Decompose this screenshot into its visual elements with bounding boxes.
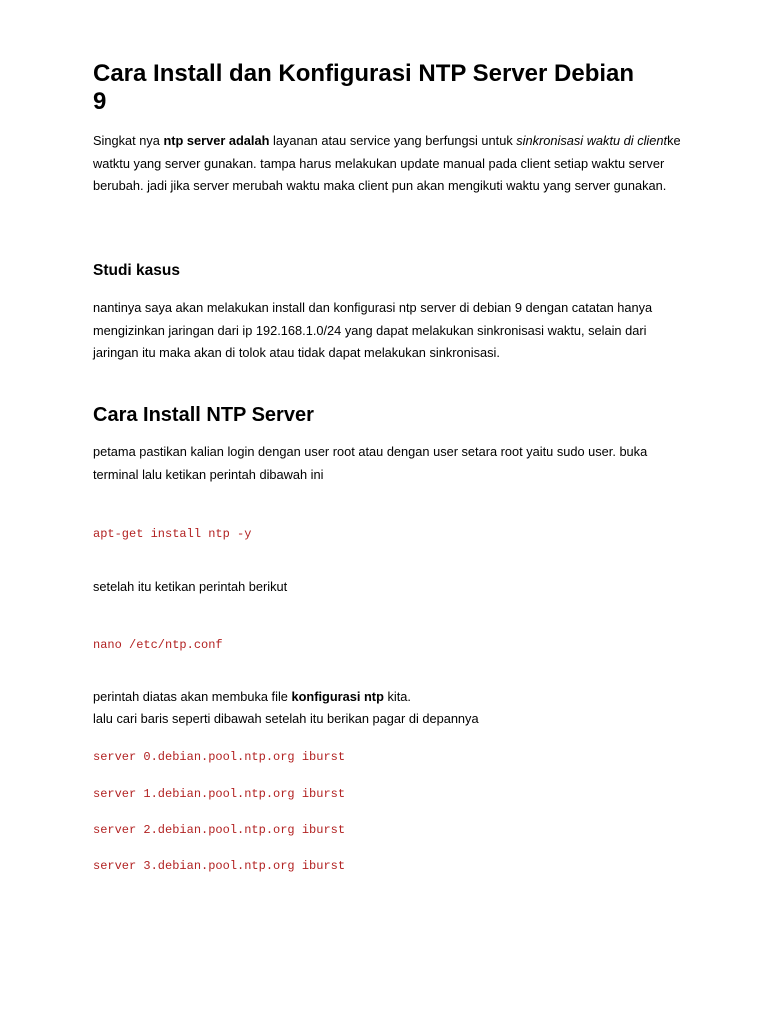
- intro-italic-term: sinkronisasi waktu di client: [516, 133, 668, 148]
- server-line: server 2.debian.pool.ntp.org iburst: [93, 823, 346, 837]
- install-intro-paragraph: petama pastikan kalian login dengan user root atau dengan user setara root yaitu sudo user. buka terminal lalu ketikan perintah dibawah ini: [93, 444, 648, 482]
- cari-baris-paragraph: lalu cari baris seperti dibawah setelah itu berikan pagar di depannya: [93, 711, 479, 726]
- intro-bold-term: ntp server adalah: [163, 133, 270, 148]
- intro-paragraph: [93, 130, 683, 198]
- page-title: Cara Install dan Konfigurasi NTP Server Debian 9: [93, 60, 635, 115]
- intro-text-1: Singkat nya: [93, 133, 164, 148]
- konfigurasi-paragraph: [93, 686, 683, 709]
- intro-text-2: layanan atau service yang berfungsi untuk: [269, 133, 517, 148]
- install-heading: Cara Install NTP Server: [93, 404, 314, 426]
- konfig-bold-term: konfigurasi ntp: [291, 689, 384, 704]
- intro-text-3: ke watktu yang server gunakan. tampa harus melakukan update manual pada client setiap waktu server berubah. jadi jika server merubah waktu maka client pun akan mengikuti waktu yang server gunakan.: [93, 133, 681, 193]
- konfig-text-1: perintah diatas akan membuka file: [93, 689, 292, 704]
- studi-kasus-heading: Studi kasus: [93, 262, 180, 279]
- konfig-text-2: kita.: [383, 689, 411, 704]
- server-line: server 0.debian.pool.ntp.org iburst: [93, 750, 346, 764]
- command-apt-get: apt-get install ntp -y: [93, 527, 252, 541]
- server-line: server 1.debian.pool.ntp.org iburst: [93, 787, 346, 801]
- server-line: server 3.debian.pool.ntp.org iburst: [93, 859, 346, 873]
- command-nano: nano /etc/ntp.conf: [93, 638, 223, 652]
- studi-kasus-paragraph: nantinya saya akan melakukan install dan konfigurasi ntp server di debian 9 dengan catatan hanya mengizinkan jaringan dari ip 192.168.1.0/24 yang dapat melakukan sinkronisasi waktu, selain dari jaringan itu maka akan di tolok atau tidak dapat melakukan sinkronisasi.: [93, 300, 653, 360]
- setelah-paragraph: setelah itu ketikan perintah berikut: [93, 579, 288, 594]
